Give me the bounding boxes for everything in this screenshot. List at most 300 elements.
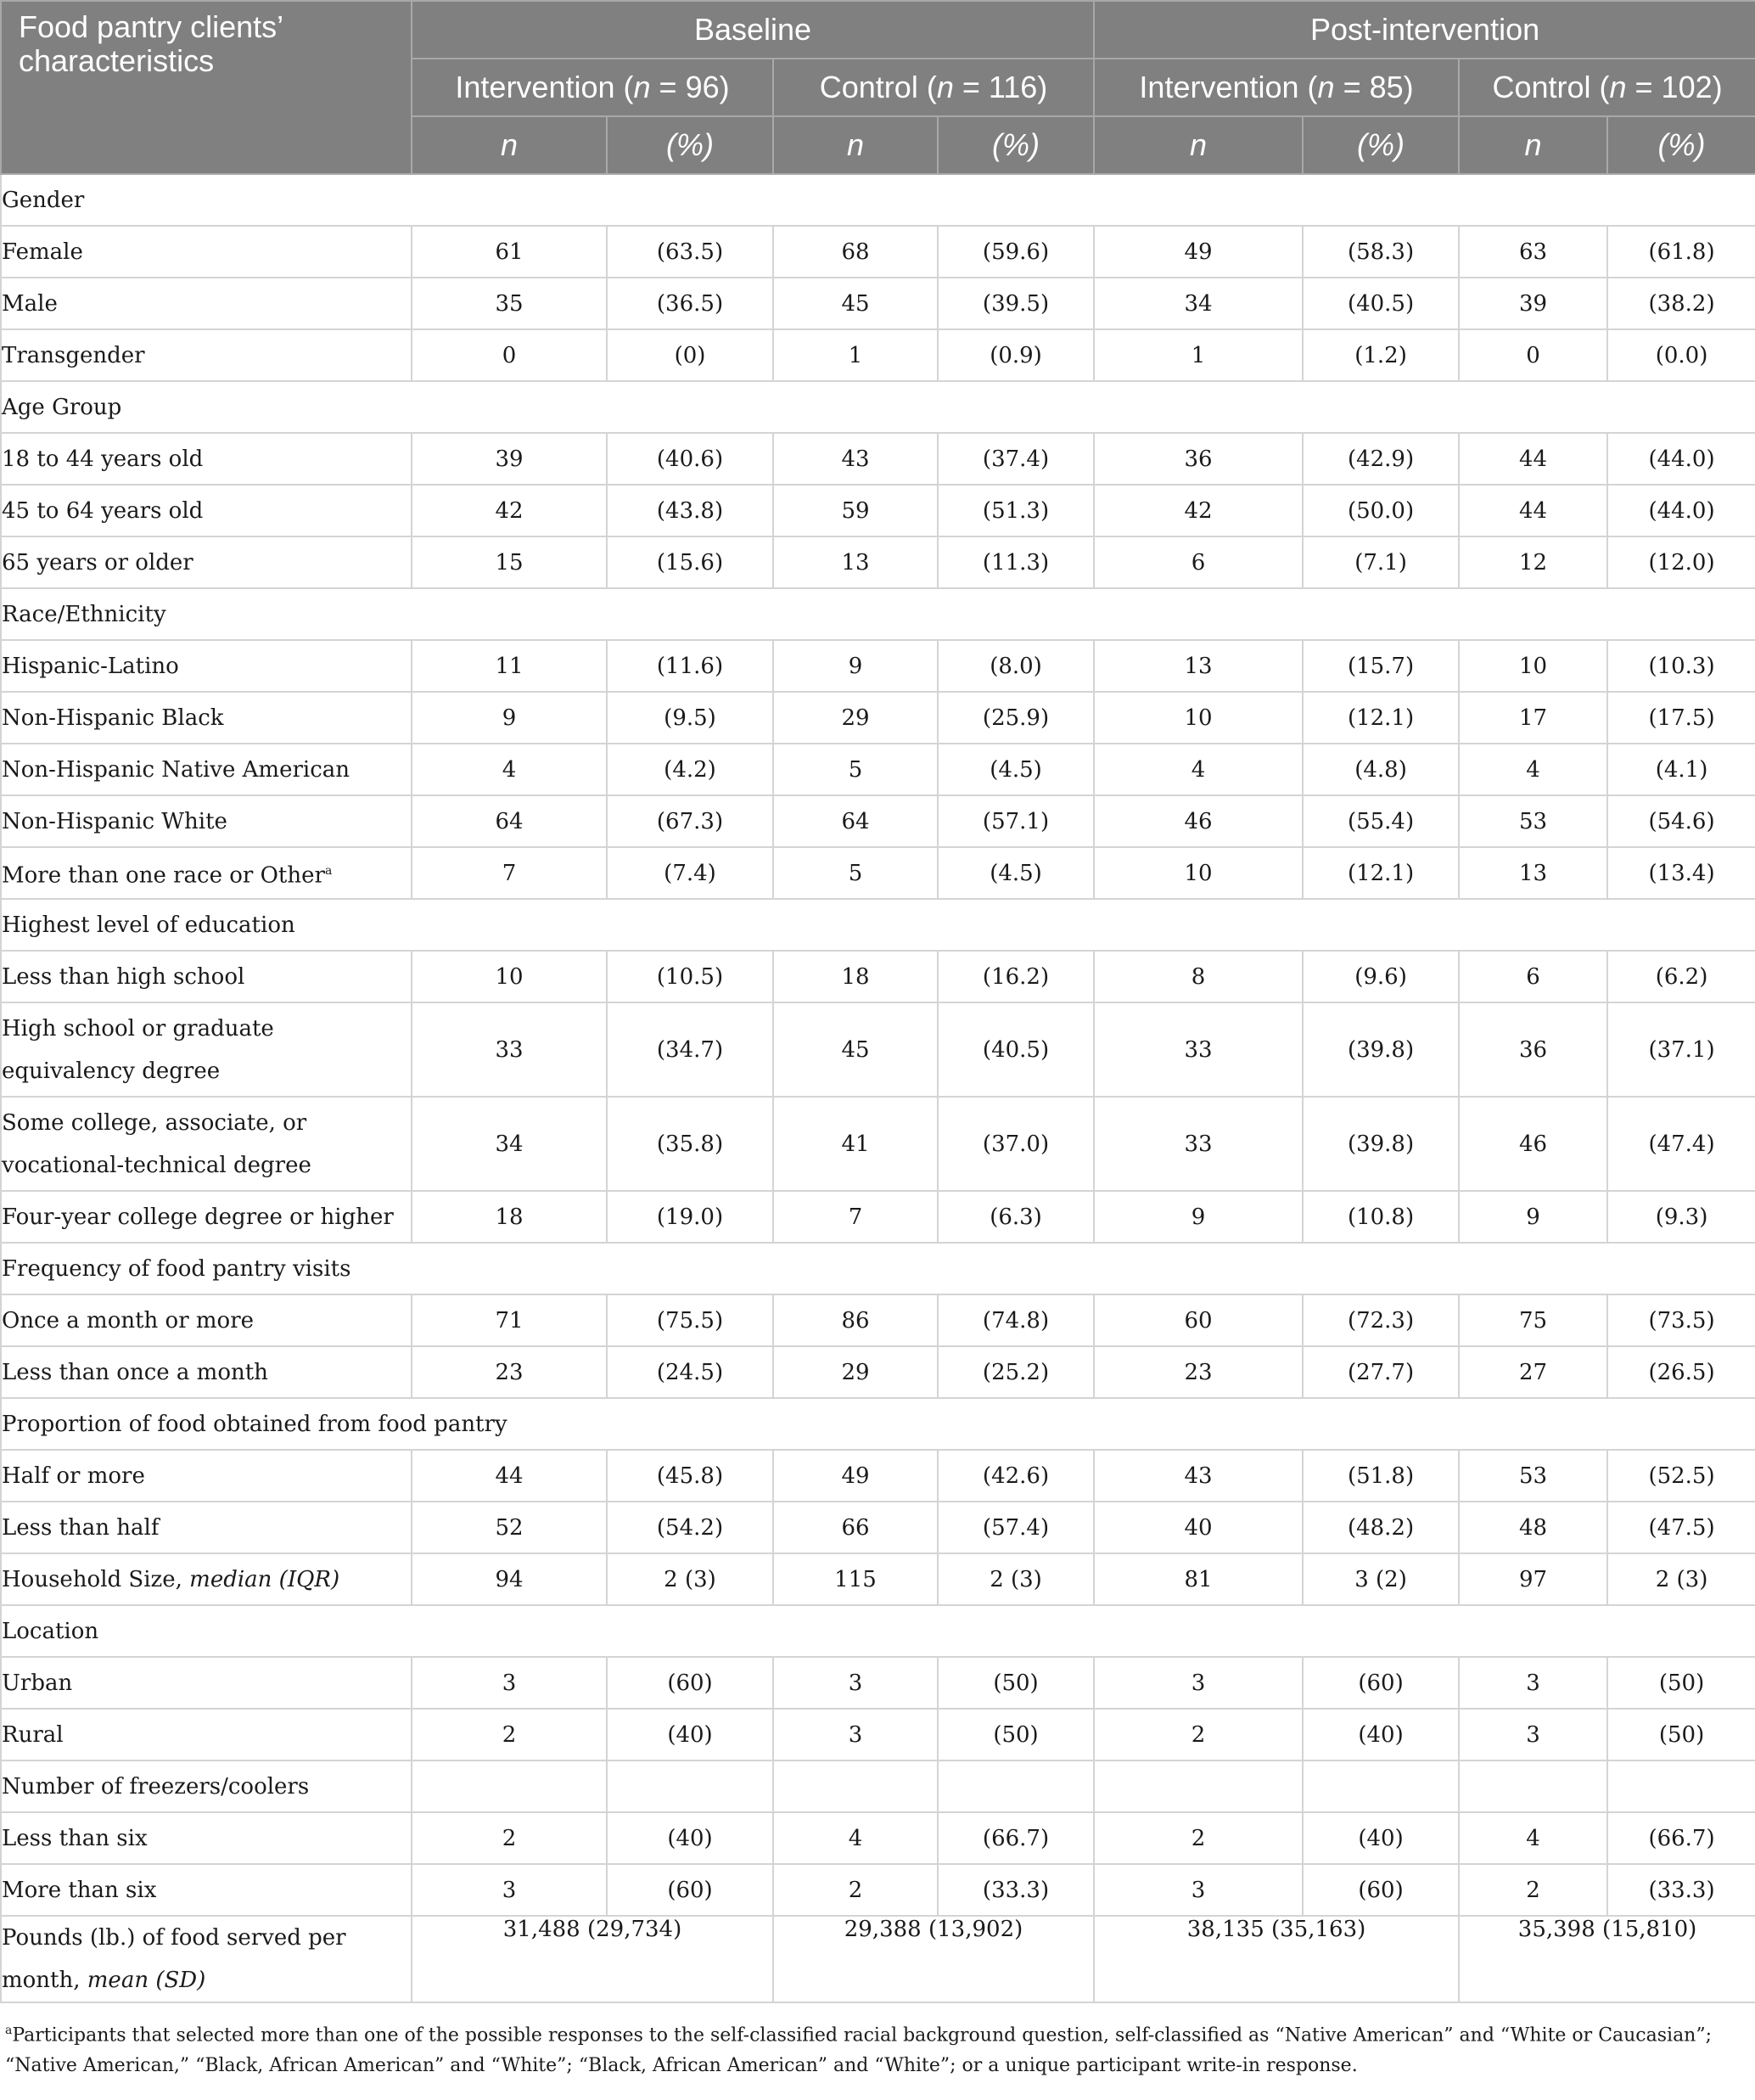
- empty-cell: [773, 1760, 938, 1812]
- percent-cell: (4.2): [607, 744, 773, 795]
- col-header-n: n: [1459, 116, 1607, 174]
- count-cell: 3: [773, 1709, 938, 1760]
- count-cell: 48: [1459, 1502, 1607, 1553]
- row-label-text: More than six: [2, 1877, 157, 1903]
- percent-cell: (7.4): [607, 847, 773, 899]
- row-label-italic: median (IQR): [189, 1566, 340, 1592]
- table-row: [1, 1657, 1755, 1709]
- percent-cell: (12.1): [1303, 847, 1459, 899]
- row-label-text: Less than once a month: [2, 1359, 268, 1385]
- count-cell: 52: [412, 1502, 607, 1553]
- col-header-percent: (%): [1303, 116, 1459, 174]
- count-cell: 66: [773, 1502, 938, 1553]
- percent-cell: (57.4): [938, 1502, 1094, 1553]
- empty-cell: [1607, 1760, 1755, 1812]
- table-row: [1, 226, 1755, 278]
- percent-cell: (38.2): [1607, 278, 1755, 329]
- percent-cell: (37.0): [938, 1097, 1094, 1191]
- count-cell: 3: [1094, 1657, 1303, 1709]
- table-row: [1, 1002, 1755, 1097]
- row-label: [1, 1916, 412, 2002]
- count-cell: 17: [1459, 692, 1607, 744]
- count-cell: 8: [1094, 951, 1303, 1002]
- group-header-baseline-intervention: Intervention (n = 96): [412, 59, 773, 116]
- row-label-text: Four-year college degree or higher: [2, 1204, 394, 1230]
- count-cell: 2: [773, 1864, 938, 1916]
- count-cell: 2: [412, 1709, 607, 1760]
- table-row: [1, 744, 1755, 795]
- row-label-text: Frequency of food pantry visits: [2, 1255, 351, 1282]
- category-label: [1, 1605, 1755, 1657]
- count-cell: 5: [773, 847, 938, 899]
- row-label: [1, 1450, 412, 1502]
- col-header-n: n: [412, 116, 607, 174]
- percent-cell: (66.7): [938, 1812, 1094, 1864]
- row-label-text: More than one race or Other: [2, 862, 325, 889]
- row-label-text: Half or more: [2, 1463, 145, 1489]
- row-label-text: Rural: [2, 1721, 64, 1748]
- percent-cell: (50): [1607, 1709, 1755, 1760]
- count-cell: 46: [1459, 1097, 1607, 1191]
- percent-cell: (25.2): [938, 1346, 1094, 1398]
- percent-cell: (60): [1303, 1864, 1459, 1916]
- count-cell: 6: [1094, 536, 1303, 588]
- category-label: [1, 588, 1755, 640]
- category-row: [1, 899, 1755, 951]
- table-row: [1, 1191, 1755, 1243]
- percent-cell: (40.6): [607, 433, 773, 485]
- col-header-n: n: [1094, 116, 1303, 174]
- row-label: [1, 1812, 412, 1864]
- percent-cell: (10.3): [1607, 640, 1755, 692]
- percent-cell: (44.0): [1607, 433, 1755, 485]
- percent-cell: (25.9): [938, 692, 1094, 744]
- count-cell: 34: [412, 1097, 607, 1191]
- count-cell: 4: [1459, 1812, 1607, 1864]
- row-label-text: Male: [2, 290, 58, 317]
- row-label-text: Urban: [2, 1670, 73, 1696]
- row-label-text: Transgender: [2, 342, 145, 368]
- percent-cell: (24.5): [607, 1346, 773, 1398]
- percent-cell: (39.8): [1303, 1097, 1459, 1191]
- row-label-text: 65 years or older: [2, 549, 193, 576]
- row-label: [1, 692, 412, 744]
- count-cell: 43: [773, 433, 938, 485]
- row-label: [1, 1553, 412, 1605]
- percent-cell: (37.4): [938, 433, 1094, 485]
- percent-cell: (39.8): [1303, 1002, 1459, 1097]
- count-cell: 60: [1094, 1294, 1303, 1346]
- percent-cell: (40): [1303, 1812, 1459, 1864]
- count-cell: 33: [412, 1002, 607, 1097]
- percent-cell: (9.3): [1607, 1191, 1755, 1243]
- percent-cell: (52.5): [1607, 1450, 1755, 1502]
- percent-cell: 2 (3): [938, 1553, 1094, 1605]
- table-row: [1, 1553, 1755, 1605]
- table-row: [1, 329, 1755, 381]
- percent-cell: (50): [938, 1709, 1094, 1760]
- count-cell: 29: [773, 692, 938, 744]
- percent-cell: (15.7): [1303, 640, 1459, 692]
- empty-cell: [607, 1760, 773, 1812]
- row-label: [1, 1097, 412, 1191]
- table-row: [1, 951, 1755, 1002]
- count-cell: 9: [1459, 1191, 1607, 1243]
- percent-cell: (12.1): [1303, 692, 1459, 744]
- row-label-text: Household Size,: [2, 1566, 190, 1592]
- table-row: [1, 1097, 1755, 1191]
- count-cell: 4: [1459, 744, 1607, 795]
- count-cell: 53: [1459, 795, 1607, 847]
- row-label-text: Pounds (lb.) of food served per month,: [2, 1925, 346, 1993]
- value-cell: 38,135 (35,163): [1094, 1916, 1459, 2002]
- count-cell: 44: [412, 1450, 607, 1502]
- table-row: [1, 1916, 1755, 2002]
- count-cell: 33: [1094, 1002, 1303, 1097]
- count-cell: 34: [1094, 278, 1303, 329]
- value-cell: 31,488 (29,734): [412, 1916, 773, 2002]
- table-row: [1, 1346, 1755, 1398]
- row-label: [1, 1864, 412, 1916]
- percent-cell: (54.2): [607, 1502, 773, 1553]
- percent-cell: (13.4): [1607, 847, 1755, 899]
- count-cell: 49: [773, 1450, 938, 1502]
- table-row: [1, 1864, 1755, 1916]
- percent-cell: (26.5): [1607, 1346, 1755, 1398]
- category-label: [1, 174, 1755, 226]
- count-cell: 43: [1094, 1450, 1303, 1502]
- row-label: [1, 329, 412, 381]
- percent-cell: (37.1): [1607, 1002, 1755, 1097]
- row-label-text: Non-Hispanic Black: [2, 705, 224, 731]
- row-label-text: Non-Hispanic Native American: [2, 756, 350, 783]
- percent-cell: (67.3): [607, 795, 773, 847]
- row-label: [1, 1657, 412, 1709]
- empty-cell: [1303, 1760, 1459, 1812]
- count-cell: 2: [1094, 1812, 1303, 1864]
- count-cell: 10: [412, 951, 607, 1002]
- percent-cell: (60): [607, 1864, 773, 1916]
- percent-cell: (42.6): [938, 1450, 1094, 1502]
- row-label: [1, 1191, 412, 1243]
- percent-cell: (40.5): [938, 1002, 1094, 1097]
- footnote-marker: a: [5, 2024, 13, 2037]
- group-header-post-intervention: Intervention (n = 85): [1094, 59, 1459, 116]
- count-cell: 5: [773, 744, 938, 795]
- percent-cell: (17.5): [1607, 692, 1755, 744]
- count-cell: 86: [773, 1294, 938, 1346]
- count-cell: 68: [773, 226, 938, 278]
- percent-cell: (58.3): [1303, 226, 1459, 278]
- count-cell: 53: [1459, 1450, 1607, 1502]
- category-row: [1, 1760, 1755, 1812]
- count-cell: 1: [1094, 329, 1303, 381]
- percent-cell: 2 (3): [1607, 1553, 1755, 1605]
- count-cell: 0: [412, 329, 607, 381]
- percent-cell: (48.2): [1303, 1502, 1459, 1553]
- count-cell: 12: [1459, 536, 1607, 588]
- count-cell: 40: [1094, 1502, 1303, 1553]
- percent-cell: (33.3): [938, 1864, 1094, 1916]
- empty-cell: [1094, 1760, 1303, 1812]
- col-header-percent: (%): [607, 116, 773, 174]
- percent-cell: (45.8): [607, 1450, 773, 1502]
- table-row: [1, 1502, 1755, 1553]
- count-cell: 10: [1459, 640, 1607, 692]
- col-header-percent: (%): [1607, 116, 1755, 174]
- percent-cell: (10.8): [1303, 1191, 1459, 1243]
- row-label-text: 18 to 44 years old: [2, 446, 204, 472]
- percent-cell: (42.9): [1303, 433, 1459, 485]
- percent-cell: (4.5): [938, 744, 1094, 795]
- count-cell: 9: [1094, 1191, 1303, 1243]
- percent-cell: 2 (3): [607, 1553, 773, 1605]
- category-row: [1, 588, 1755, 640]
- column-header-post-intervention: Post-intervention: [1094, 1, 1755, 59]
- column-header-characteristics: Food pantry clients’ characteristics: [1, 1, 412, 174]
- percent-cell: (11.3): [938, 536, 1094, 588]
- count-cell: 9: [773, 640, 938, 692]
- category-label: [1, 899, 1755, 951]
- count-cell: 18: [412, 1191, 607, 1243]
- count-cell: 3: [1459, 1657, 1607, 1709]
- count-cell: 23: [412, 1346, 607, 1398]
- row-label: [1, 951, 412, 1002]
- count-cell: 2: [1094, 1709, 1303, 1760]
- row-label-text: Non-Hispanic White: [2, 808, 227, 834]
- count-cell: 23: [1094, 1346, 1303, 1398]
- count-cell: 3: [412, 1864, 607, 1916]
- count-cell: 63: [1459, 226, 1607, 278]
- col-header-n: n: [773, 116, 938, 174]
- percent-cell: (50): [1607, 1657, 1755, 1709]
- category-label: [1, 1760, 412, 1812]
- value-cell: 35,398 (15,810): [1459, 1916, 1755, 2002]
- count-cell: 1: [773, 329, 938, 381]
- percent-cell: (47.4): [1607, 1097, 1755, 1191]
- table-row: [1, 536, 1755, 588]
- count-cell: 4: [412, 744, 607, 795]
- count-cell: 2: [412, 1812, 607, 1864]
- count-cell: 13: [773, 536, 938, 588]
- percent-cell: (43.8): [607, 485, 773, 536]
- percent-cell: (40): [607, 1812, 773, 1864]
- percent-cell: (34.7): [607, 1002, 773, 1097]
- percent-cell: (4.5): [938, 847, 1094, 899]
- table-row: [1, 1709, 1755, 1760]
- table-row: [1, 1294, 1755, 1346]
- percent-cell: (75.5): [607, 1294, 773, 1346]
- row-label: [1, 1709, 412, 1760]
- count-cell: 71: [412, 1294, 607, 1346]
- count-cell: 44: [1459, 433, 1607, 485]
- percent-cell: (16.2): [938, 951, 1094, 1002]
- percent-cell: (15.6): [607, 536, 773, 588]
- percent-cell: (6.2): [1607, 951, 1755, 1002]
- table-row: [1, 1812, 1755, 1864]
- count-cell: 29: [773, 1346, 938, 1398]
- percent-cell: (55.4): [1303, 795, 1459, 847]
- count-cell: 35: [412, 278, 607, 329]
- row-label: [1, 278, 412, 329]
- value-cell: 29,388 (13,902): [773, 1916, 1094, 2002]
- count-cell: 4: [1094, 744, 1303, 795]
- count-cell: 7: [773, 1191, 938, 1243]
- percent-cell: (63.5): [607, 226, 773, 278]
- count-cell: 61: [412, 226, 607, 278]
- count-cell: 2: [1459, 1864, 1607, 1916]
- percent-cell: (40): [607, 1709, 773, 1760]
- percent-cell: (61.8): [1607, 226, 1755, 278]
- percent-cell: (10.5): [607, 951, 773, 1002]
- percent-cell: (4.8): [1303, 744, 1459, 795]
- percent-cell: (40.5): [1303, 278, 1459, 329]
- count-cell: 0: [1459, 329, 1607, 381]
- percent-cell: (7.1): [1303, 536, 1459, 588]
- category-row: [1, 1398, 1755, 1450]
- count-cell: 42: [1094, 485, 1303, 536]
- count-cell: 81: [1094, 1553, 1303, 1605]
- count-cell: 4: [773, 1812, 938, 1864]
- percent-cell: (60): [607, 1657, 773, 1709]
- category-row: [1, 1243, 1755, 1294]
- row-label-text: 45 to 64 years old: [2, 497, 204, 524]
- count-cell: 39: [412, 433, 607, 485]
- count-cell: 59: [773, 485, 938, 536]
- percent-cell: (0.0): [1607, 329, 1755, 381]
- percent-cell: (8.0): [938, 640, 1094, 692]
- count-cell: 3: [1094, 1864, 1303, 1916]
- row-label-text: Less than half: [2, 1514, 160, 1541]
- percent-cell: (51.3): [938, 485, 1094, 536]
- count-cell: 18: [773, 951, 938, 1002]
- percent-cell: (19.0): [607, 1191, 773, 1243]
- percent-cell: (74.8): [938, 1294, 1094, 1346]
- category-row: [1, 174, 1755, 226]
- count-cell: 42: [412, 485, 607, 536]
- count-cell: 6: [1459, 951, 1607, 1002]
- percent-cell: 3 (2): [1303, 1553, 1459, 1605]
- empty-cell: [938, 1760, 1094, 1812]
- footnote-marker: a: [324, 863, 333, 878]
- count-cell: 27: [1459, 1346, 1607, 1398]
- count-cell: 15: [412, 536, 607, 588]
- count-cell: 7: [412, 847, 607, 899]
- row-label: [1, 536, 412, 588]
- group-header-baseline-control: Control (n = 116): [773, 59, 1094, 116]
- percent-cell: (44.0): [1607, 485, 1755, 536]
- count-cell: 97: [1459, 1553, 1607, 1605]
- count-cell: 10: [1094, 692, 1303, 744]
- percent-cell: (51.8): [1303, 1450, 1459, 1502]
- count-cell: 9: [412, 692, 607, 744]
- row-label: [1, 640, 412, 692]
- count-cell: 64: [412, 795, 607, 847]
- category-label: [1, 1398, 1755, 1450]
- category-row: [1, 1605, 1755, 1657]
- row-label-text: Less than six: [2, 1825, 148, 1851]
- percent-cell: (9.5): [607, 692, 773, 744]
- row-label-text: Gender: [2, 187, 85, 213]
- percent-cell: (35.8): [607, 1097, 773, 1191]
- row-label-text: Female: [2, 239, 83, 265]
- count-cell: 3: [412, 1657, 607, 1709]
- row-label-text: Highest level of education: [2, 912, 295, 938]
- percent-cell: (12.0): [1607, 536, 1755, 588]
- row-label-text: Race/Ethnicity: [2, 601, 166, 627]
- row-label-text: Location: [2, 1618, 99, 1644]
- category-label: [1, 1243, 1755, 1294]
- empty-cell: [412, 1760, 607, 1812]
- table-row: [1, 795, 1755, 847]
- row-label-text: High school or graduate equivalency degree: [2, 1015, 274, 1084]
- count-cell: 36: [1459, 1002, 1607, 1097]
- count-cell: 49: [1094, 226, 1303, 278]
- col-header-percent: (%): [938, 116, 1094, 174]
- percent-cell: (59.6): [938, 226, 1094, 278]
- count-cell: 36: [1094, 433, 1303, 485]
- percent-cell: (36.5): [607, 278, 773, 329]
- percent-cell: (27.7): [1303, 1346, 1459, 1398]
- table-row: [1, 847, 1755, 899]
- count-cell: 10: [1094, 847, 1303, 899]
- percent-cell: (50.0): [1303, 485, 1459, 536]
- count-cell: 115: [773, 1553, 938, 1605]
- count-cell: 64: [773, 795, 938, 847]
- table-row: [1, 485, 1755, 536]
- row-label: [1, 1002, 412, 1097]
- row-label-text: Some college, associate, or vocational-technical degree: [2, 1109, 311, 1178]
- percent-cell: (4.1): [1607, 744, 1755, 795]
- row-label-italic: mean (SD): [87, 1968, 206, 1993]
- group-header-post-control: Control (n = 102): [1459, 59, 1755, 116]
- row-label: [1, 433, 412, 485]
- percent-cell: (1.2): [1303, 329, 1459, 381]
- column-header-baseline: Baseline: [412, 1, 1094, 59]
- percent-cell: (33.3): [1607, 1864, 1755, 1916]
- count-cell: 39: [1459, 278, 1607, 329]
- row-label-text: Number of freezers/coolers: [2, 1773, 310, 1800]
- footnote-text: Participants that selected more than one of the possible responses to the self-classified racial background question, self-classified as “Native American” and “White or Caucasian”; “Native American,” “Black, African American” and “White”; “Black, African American” and “White”; or a unique participant write-in response.: [5, 2024, 1713, 2077]
- row-label-text: Hispanic-Latino: [2, 653, 179, 679]
- percent-cell: (39.5): [938, 278, 1094, 329]
- row-label-text: Proportion of food obtained from food pantry: [2, 1411, 507, 1437]
- percent-cell: (47.5): [1607, 1502, 1755, 1553]
- percent-cell: (54.6): [1607, 795, 1755, 847]
- count-cell: 41: [773, 1097, 938, 1191]
- table-row: [1, 692, 1755, 744]
- percent-cell: (0): [607, 329, 773, 381]
- row-label-text: Age Group: [2, 394, 122, 420]
- row-label: [1, 1294, 412, 1346]
- percent-cell: (0.9): [938, 329, 1094, 381]
- count-cell: 11: [412, 640, 607, 692]
- count-cell: 33: [1094, 1097, 1303, 1191]
- row-label-text: Less than high school: [2, 963, 245, 990]
- percent-cell: (9.6): [1303, 951, 1459, 1002]
- table-footnote: [0, 2003, 1755, 2081]
- percent-cell: (50): [938, 1657, 1094, 1709]
- percent-cell: (11.6): [607, 640, 773, 692]
- percent-cell: (40): [1303, 1709, 1459, 1760]
- table-row: [1, 433, 1755, 485]
- empty-cell: [1459, 1760, 1607, 1812]
- percent-cell: (60): [1303, 1657, 1459, 1709]
- row-label: [1, 1502, 412, 1553]
- count-cell: 44: [1459, 485, 1607, 536]
- category-row: [1, 381, 1755, 433]
- row-label: [1, 226, 412, 278]
